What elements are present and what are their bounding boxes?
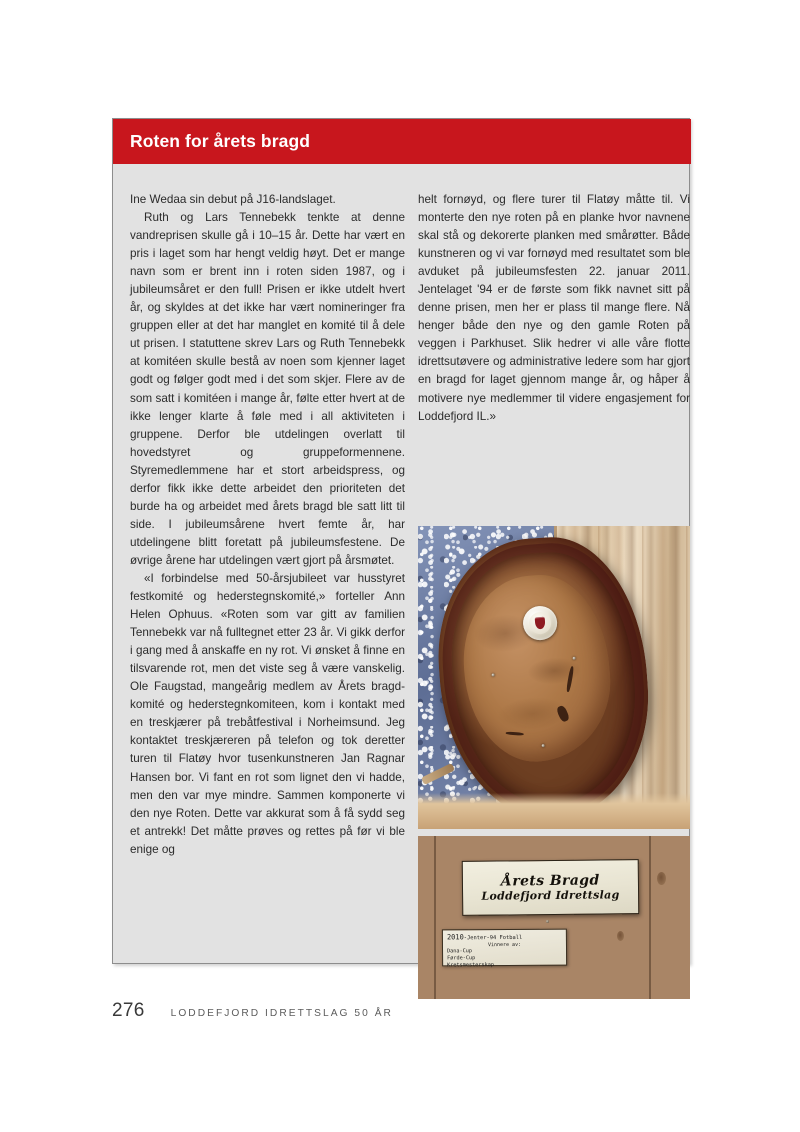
plaque-nail — [546, 920, 549, 923]
article-body — [113, 164, 691, 968]
mounting-nail — [541, 744, 544, 747]
paragraph: Ruth og Lars Tennebekk tenkte at denne vandreprisen skulle gå i 10–15 år. Dette har vært en pris i laget som har hengt veldig høyt. Det er mange navn som er brent inn i roten siden 1987, og i jubileumsåret er den full! Prisen er ikke utdelt hvert år, og skyldes at det ikke har vært nomineringer fra gruppen eller at det har manglet en komité til å dele ut prisen. I statuttene skrev Lars og Ruth Tennebekk at komitéen skulle bestå av noen som kjenner laget godt og følger godt med i det som skjer. Flere av de som satt i komitéen i mange år, følte etter hvert at de ikke lenger klarte å føle med i all aktiviteten i gruppene. Derfor ble utdelingen overlatt til hovedstyret og gruppeformennene. Styremedlemmene har et stort arbeidspress, og derfor fikk ikke dette arbeidet den prioriteten det burde ha og arbeidet med årets bragd ble satt litt til side. I jubileumsårene hvert femte år, har utdelingene blitt foretatt på jubileumsfestene. De øvrige årene har utdelingen vært gjort på årsmøtet. — [130, 211, 405, 567]
lower-plank — [418, 793, 690, 829]
article-frame — [112, 118, 690, 968]
paragraph: Ine Wedaa sin debut på J16-landslaget. — [130, 193, 336, 206]
paragraph: helt fornøyd, og flere turer til Flatøy måtte til. Vi monterte den nye roten på en planke hvor navnene skal stå og dekorerte planken med smårøtter. Både kunstneren og vi var fornøyd med resultatet som ble avduket på jubileumsfesten 22. januar 2011. Jentelaget '94 er de første som fikk navnet sitt på denne prisen, men her er plass til mange flere. Nå henger både den nye og den gamle Roten på veggen i Parkhuset. Slik hedrer vi alle våre flotte idrettsutøvere og administrative ledere som har gjort en bragd for laget gjennom mange år, og håper å motivere nye medlemmer til videre engasjement for Loddefjord IL.» — [418, 193, 690, 423]
text-column-left — [130, 191, 405, 859]
article-title: Roten for årets bragd — [130, 130, 311, 151]
club-crest-icon — [534, 617, 545, 630]
honour-plaque — [461, 860, 638, 917]
plaque-subtitle: Loddefjord Idrettslag — [480, 888, 620, 904]
wood-seam — [649, 836, 651, 999]
medallion-inner — [528, 611, 551, 634]
winner-plate-subtitle: Vinnere av: — [488, 941, 522, 948]
winner-item: Førde-Cup — [447, 954, 476, 962]
wood-seam — [434, 836, 436, 999]
running-title: LODDEFJORD IDRETTSLAG 50 ÅR — [170, 1008, 393, 1019]
winner-plate — [442, 928, 567, 966]
page-footer — [112, 1000, 393, 1022]
root-trophy-photo — [418, 526, 690, 829]
text-column-right — [418, 191, 690, 426]
winner-team: -Jenter-94 Fotball — [464, 934, 523, 942]
winner-item: Kretsmesterskap — [447, 961, 495, 968]
winner-year: 2010 — [447, 933, 465, 942]
paragraph: «I forbindelse med 50-årsjubileet var husstyret festkomité og hederstegnskomité,» forteller Ann Helen Ophuus. «Roten som var gitt av familien Tennebekk var nå fulltegnet etter 23 år. Vi gikk derfor i gang med å anskaffe en ny rot. Vi ønsket å finne en tilsvarende rot, men det viste seg å være vanskelig. Ole Faugstad, mangeårig medlem av Årets bragd-komité og hederstegnkomiteen, kom i kontakt med en treskjærer på trebåtfestival i Norheimsund. Jeg kontaktet treskjæreren på telefon og tok deretter turen til Flatøy hvor tusenkunstneren Jan Ragnar Hansen bor. Vi fant en rot som lignet den vi hadde, men den var mye mindre. Sammen komponerte vi den nye Roten. Dette var akkurat som å få sydd seg et antrekk! Det måtte prøves og rettes på før vi ble enige og — [130, 571, 405, 856]
winner-item: Dana-Cup — [447, 948, 473, 955]
plaque-photo — [418, 836, 690, 999]
wood-knot — [617, 931, 624, 941]
article-banner — [113, 119, 691, 164]
page-number: 276 — [112, 1000, 145, 1021]
plaque-title: Årets Bragd — [500, 873, 600, 891]
